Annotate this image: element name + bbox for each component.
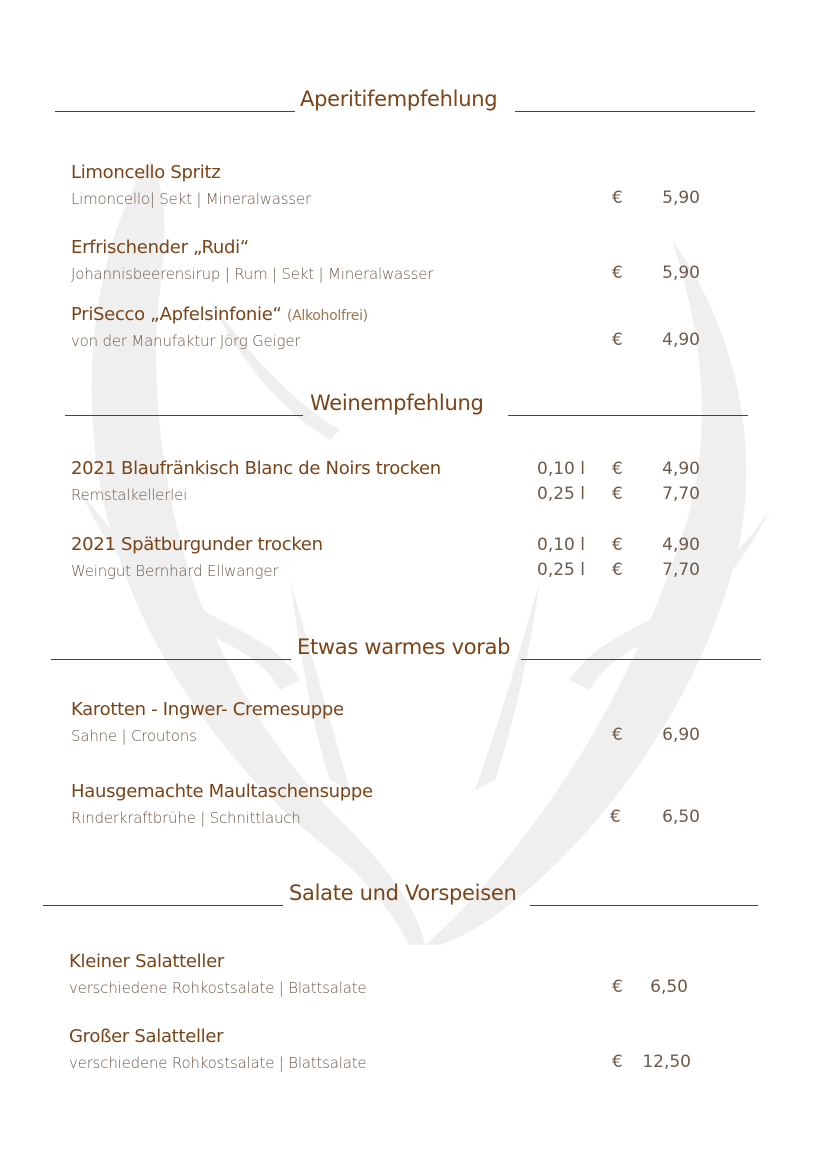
section-title: Etwas warmes vorab	[297, 635, 511, 659]
heading-rule-left	[51, 659, 291, 660]
currency: €	[610, 807, 621, 827]
volume: 0,25 l	[537, 560, 585, 580]
section-title: Salate und Vorspeisen	[289, 881, 517, 905]
menu-item-desc: Johannisbeerensirup | Rum | Sekt | Mineralwasser	[71, 265, 434, 283]
heading-rule-right	[508, 415, 748, 416]
currency: €	[612, 263, 623, 283]
heading-rule-left	[65, 415, 303, 416]
price: 6,90	[662, 725, 700, 745]
currency: €	[612, 484, 623, 504]
section-heading	[0, 880, 827, 910]
currency: €	[612, 560, 623, 580]
heading-rule-left	[55, 111, 295, 112]
section-title: Weinempfehlung	[310, 391, 484, 415]
menu-item-name: 2021 Blaufränkisch Blanc de Noirs trocken	[71, 458, 441, 479]
price: 5,90	[662, 263, 700, 283]
price: 12,50	[642, 1052, 691, 1072]
menu-item-desc: Sahne | Croutons	[71, 727, 197, 745]
currency: €	[612, 459, 623, 479]
currency: €	[612, 1052, 623, 1072]
volume: 0,25 l	[537, 484, 585, 504]
menu-item-desc: Limoncello| Sekt | Mineralwasser	[71, 190, 311, 208]
menu-item-name: Hausgemachte Maultaschensuppe	[71, 781, 373, 802]
price: 4,90	[662, 535, 700, 555]
heading-rule-left	[43, 905, 283, 906]
menu-item-desc: Remstalkellerlei	[71, 486, 188, 504]
menu-item-name: Kleiner Salatteller	[69, 951, 224, 972]
section-heading	[0, 390, 827, 420]
volume: 0,10 l	[537, 459, 585, 479]
section-heading	[0, 86, 827, 116]
menu-item-desc: Weingut Bernhard Ellwanger	[71, 562, 279, 580]
menu-item-name: Limoncello Spritz	[71, 162, 221, 183]
menu-item-name: Großer Salatteller	[69, 1026, 224, 1047]
volume: 0,10 l	[537, 535, 585, 555]
section-title: Aperitifempfehlung	[300, 87, 498, 111]
menu-item-desc: verschiedene Rohkostsalate | Blattsalate	[69, 979, 367, 997]
heading-rule-right	[521, 659, 761, 660]
price: 5,90	[662, 188, 700, 208]
menu-item-name-text: PriSecco „Apfelsinfonie“	[71, 304, 282, 325]
heading-rule-right	[530, 905, 758, 906]
heading-rule-right	[515, 111, 755, 112]
price: 4,90	[662, 330, 700, 350]
currency: €	[612, 330, 623, 350]
currency: €	[612, 535, 623, 555]
section-heading	[0, 634, 827, 664]
currency: €	[612, 188, 623, 208]
price: 4,90	[662, 459, 700, 479]
price: 6,50	[662, 807, 700, 827]
menu-item-name: Karotten - Ingwer- Cremesuppe	[71, 699, 344, 720]
menu-item-note: (Alkoholfrei)	[286, 308, 368, 324]
menu-item-name	[71, 304, 368, 327]
menu-item-name: 2021 Spätburgunder trocken	[71, 534, 323, 555]
price: 7,70	[662, 484, 700, 504]
menu-item-desc: von der Manufaktur Jörg Geiger	[71, 332, 301, 350]
price: 7,70	[662, 560, 700, 580]
menu-item-name: Erfrischender „Rudi“	[71, 237, 249, 258]
currency: €	[612, 977, 623, 997]
menu-item-desc: verschiedene Rohkostsalate | Blattsalate	[69, 1054, 367, 1072]
price: 6,50	[650, 977, 688, 997]
currency: €	[612, 725, 623, 745]
menu-item-desc: Rinderkraftbrühe | Schnittlauch	[71, 809, 301, 827]
